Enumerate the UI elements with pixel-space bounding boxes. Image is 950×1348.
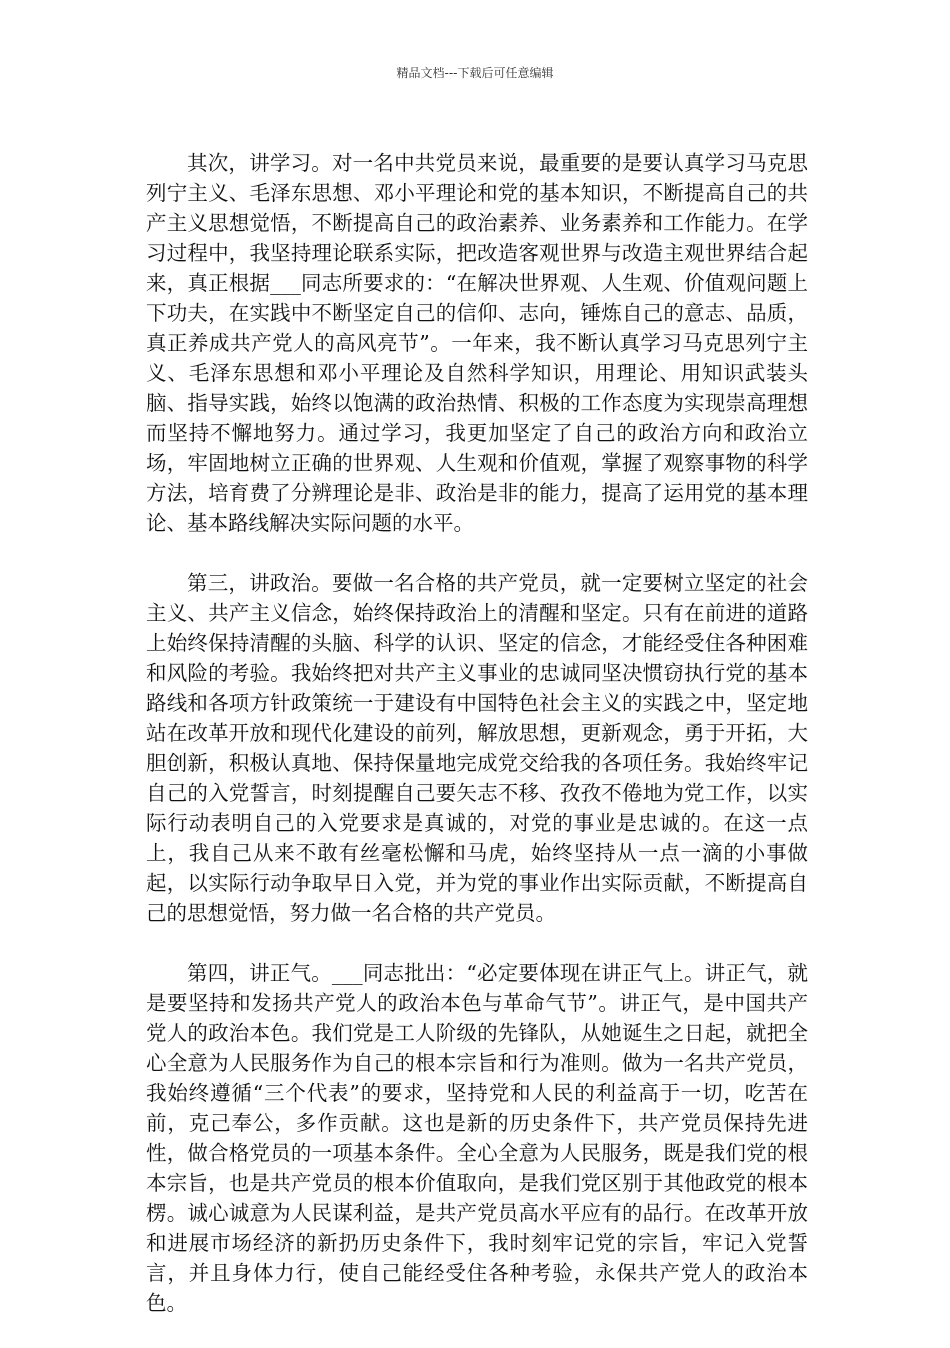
- paragraph-integrity: 第四，讲正气。___同志批出：“必定要体现在讲正气上。讲正气，就是要坚持和发扬共产党人的政治本色与革命气节”。讲正气，是中国共产党人的政治本色。我们党是工人阶级的先锋队，从她诞生之日起，就把全心全意为人民服务作为自己的根本宗旨和行为准则。做为一名共产党员，我始终遵循“三个代表”的要求，坚持党和人民的利益高于一切，吃苦在前，克己奉公，多作贡献。这也是新的历史条件下，共产党员保持先进性，做合格党员的一项基本条件。全心全意为人民服务，既是我们党的根本宗旨，也是共产党员的根本价值取向，是我们党区别于其他政党的根本楞。诚心诚意为人民谋利益，是共产党员高水平应有的品行。在改革开放和进展市场经济的新扔历史条件下，我时刻牢记党的宗旨，牢记入党誓言，并且身体力行，使自己能经受住各种考验，永保共产党人的政治本色。: [146, 961, 808, 1315]
- paragraph-politics: 第三，讲政治。要做一名合格的共产党员，就一定要树立坚定的社会主义、共产主义信念，始终保持政治上的清醒和坚定。只有在前进的道路上始终保持清醒的头脑、科学的认识、坚定的信念，才能经受住各种困难和风险的考验。我始终把对共产主义事业的忠诚同坚决惯窃执行党的基本路线和各项方针政策统一于建设有中国特色社会主义的实践之中，坚定地站在改革开放和现代化建设的前列，解放思想，更新观念，勇于开拓，大胆创新，积极认真地、保持保量地完成党交给我的各项任务。我始终牢记自己的入党誓言，时刻提醒自己要矢志不移、孜孜不倦地为党工作，以实际行动表明自己的入党要求是真诚的，对党的事业是忠诚的。在这一点上，我自己从来不敢有丝毫松懈和马虎，始终坚持从一点一滴的小事做起，以实际行动争取早日入党，并为党的事业作出实际贡献，不断提高自己的思想觉悟，努力做一名合格的共产党员。: [146, 571, 808, 925]
- paragraph-study: 其次，讲学习。对一名中共党员来说，最重要的是要认真学习马克思列宁主义、毛泽东思想、邓小平理论和党的基本知识，不断提高自己的共产主义思想觉悟，不断提高自己的政治素养、业务素养和工作能力。在学习过程中，我坚持理论联系实际，把改造客观世界与改造主观世界结合起来，真正根据___同志所要求的：“在解决世界观、人生观、价值观问题上下功夫，在实践中不断坚定自己的信仰、志向，锤炼自己的意志、品质，真正养成共产党人的高风亮节”。一年来，我不断认真学习马克思列宁主义、毛泽东思想和邓小平理论及自然科学知识，用理论、用知识武装头脑、指导实践，始终以饱满的政治热情、积极的工作态度为实现崇高理想而坚持不懈地努力。通过学习，我更加坚定了自己的政治方向和政治立场，牢固地树立正确的世界观、人生观和价值观，掌握了观察事物的科学方法，培育费了分辨理论是非、政治是非的能力，提高了运用党的基本理论、基本路线解决实际问题的水平。: [146, 151, 808, 535]
- document-body: [146, 148, 808, 1348]
- page-header: 精品文档---下载后可任意编辑: [396, 66, 554, 80]
